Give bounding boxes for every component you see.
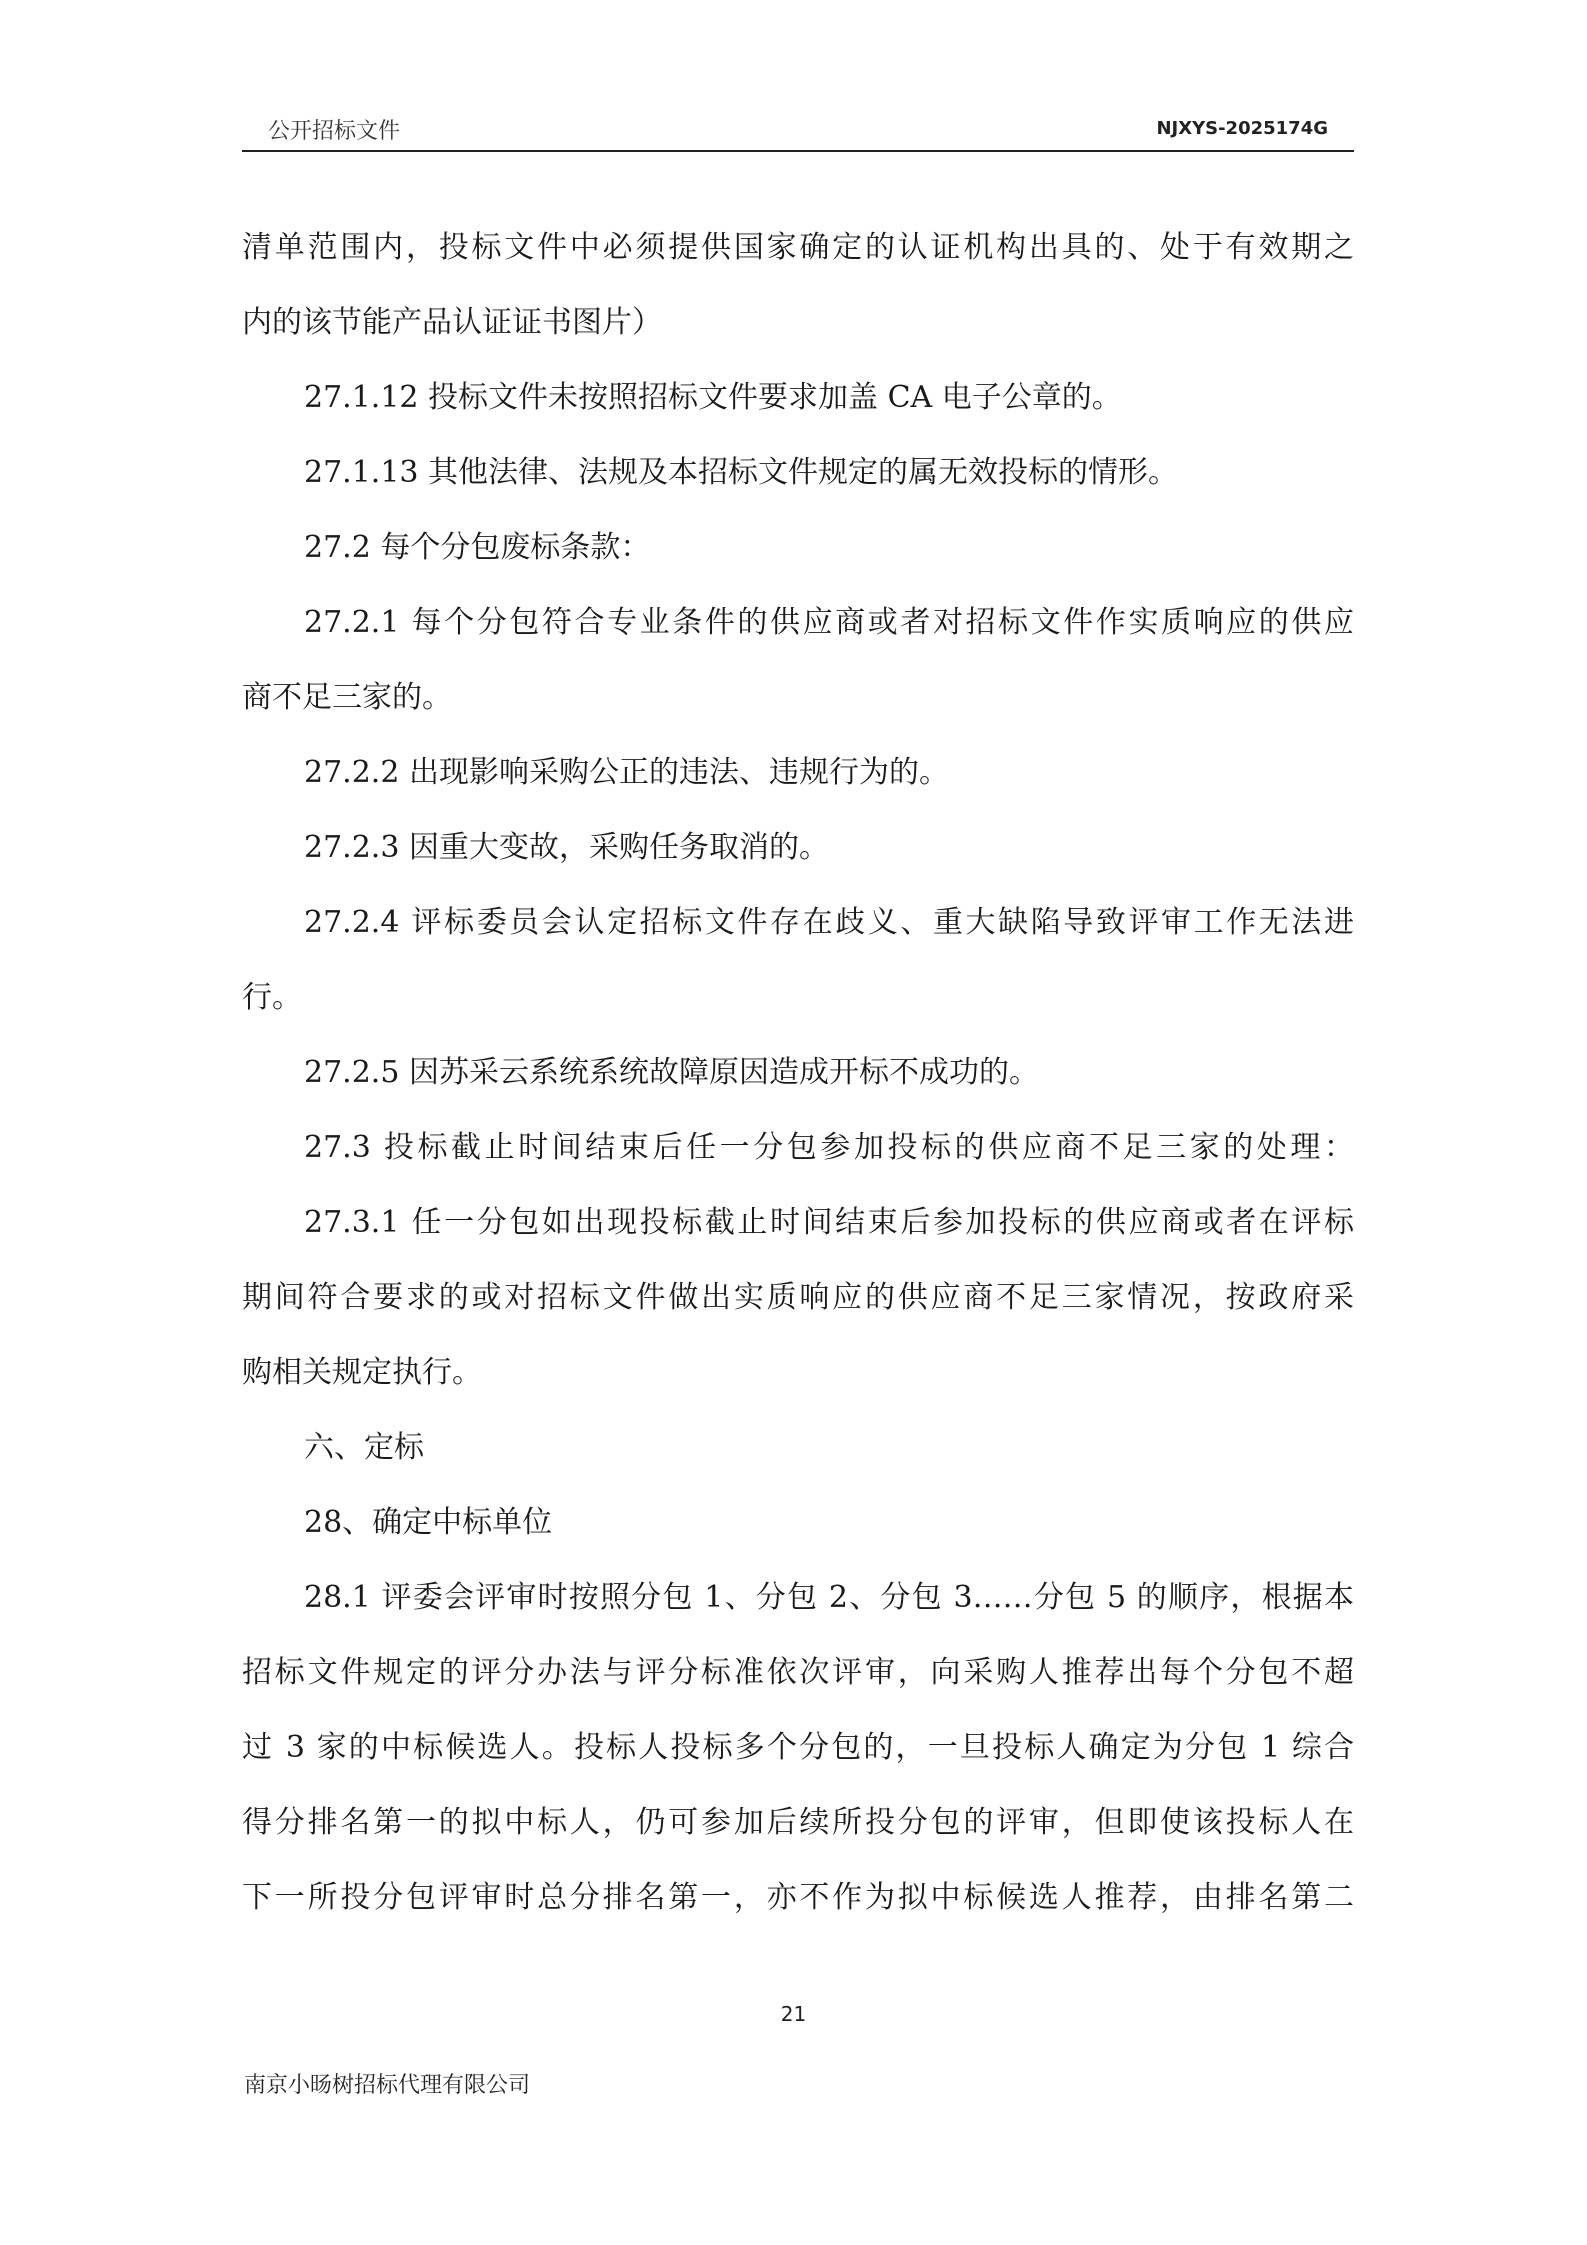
header-document-number: NJXYS-2025174G (1156, 118, 1328, 139)
paragraph-line: 内的该节能产品认证证书图片） (242, 305, 662, 340)
clause-27-1-13: 27.1.13 其他法律、法规及本招标文件规定的属无效投标的情形。 (304, 455, 1179, 490)
paragraph-line: 招标文件规定的评分办法与评分标准依次评审，向采购人推荐出每个分包不超 (242, 1655, 1354, 1690)
clause-27-2-4: 27.2.4 评标委员会认定招标文件存在歧义、重大缺陷导致评审工作无法进 (304, 905, 1354, 940)
page-number: 21 (780, 2002, 807, 2026)
document-body (242, 210, 1354, 1935)
clause-27-2-3: 27.2.3 因重大变故，采购任务取消的。 (304, 830, 829, 865)
header-document-type: 公开招标文件 (268, 119, 401, 144)
clause-27-2-2: 27.2.2 出现影响采购公正的违法、违规行为的。 (304, 755, 949, 790)
clause-27-2-1: 27.2.1 每个分包符合专业条件的供应商或者对招标文件作实质响应的供应 (304, 605, 1354, 640)
paragraph-line: 下一所投分包评审时总分排名第一，亦不作为拟中标候选人推荐，由排名第二 (242, 1880, 1354, 1915)
paragraph-line: 购相关规定执行。 (242, 1355, 482, 1390)
paragraph-line: 商不足三家的。 (242, 680, 452, 715)
paragraph-line: 行。 (242, 980, 302, 1015)
section-heading-28: 28、确定中标单位 (304, 1505, 553, 1540)
section-heading-6: 六、定标 (304, 1430, 424, 1465)
paragraph-line: 得分排名第一的拟中标人，仍可参加后续所投分包的评审，但即使该投标人在 (242, 1805, 1354, 1840)
clause-28-1: 28.1 评委会评审时按照分包 1、分包 2、分包 3……分包 5 的顺序，根据本 (304, 1580, 1354, 1615)
paragraph-line: 期间符合要求的或对招标文件做出实质响应的供应商不足三家情况，按政府采 (242, 1280, 1354, 1315)
clause-27-2: 27.2 每个分包废标条款： (304, 530, 651, 565)
paragraph-line: 清单范围内，投标文件中必须提供国家确定的认证机构出具的、处于有效期之 (242, 230, 1354, 265)
clause-27-3-1: 27.3.1 任一分包如出现投标截止时间结束后参加投标的供应商或者在评标 (304, 1205, 1354, 1240)
page-header (242, 112, 1354, 152)
clause-27-1-12: 27.1.12 投标文件未按照招标文件要求加盖 CA 电子公章的。 (304, 380, 1122, 415)
paragraph-line: 过 3 家的中标候选人。投标人投标多个分包的，一旦投标人确定为分包 1 综合 (242, 1730, 1354, 1765)
clause-27-2-5: 27.2.5 因苏采云系统系统故障原因造成开标不成功的。 (304, 1055, 1039, 1090)
footer-company-name: 南京小旸树招标代理有限公司 (244, 2073, 531, 2098)
clause-27-3: 27.3 投标截止时间结束后任一分包参加投标的供应商不足三家的处理： (304, 1130, 1354, 1165)
